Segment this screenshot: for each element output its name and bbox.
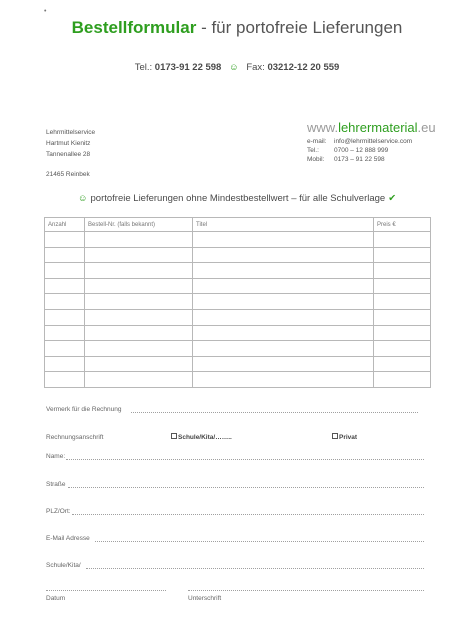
cell-order-number[interactable] [85, 294, 193, 310]
cell-price[interactable] [374, 263, 431, 279]
tel-label: Tel.: [134, 62, 153, 73]
check-icon: ✔ [388, 193, 397, 204]
cell-order-number[interactable] [85, 372, 193, 388]
unterschrift-label: Unterschrift [188, 595, 222, 602]
order-row [45, 263, 431, 279]
plz-label: PLZ/Ort: [46, 508, 71, 515]
tel-number: 0173-91 22 598 [154, 62, 222, 73]
order-row [45, 294, 431, 310]
contact-tel: 0700 – 12 888 999 [334, 147, 389, 154]
banner-text: portofreie Lieferungen ohne Mindestbestellwert – für alle Schulverlage [90, 193, 386, 204]
option-privat-label: Privat [339, 434, 358, 441]
column-header-quantity: Anzahl [45, 218, 85, 232]
cell-quantity[interactable] [45, 341, 85, 357]
smiley-icon: ☺ [77, 193, 88, 204]
schule-label: Schule/Kita/ [46, 562, 81, 569]
plz-field[interactable] [72, 514, 424, 515]
option-schule-label: Schule/Kita/…….. [178, 434, 232, 441]
sender-street: Tannenallee 28 [46, 151, 91, 158]
sender-name: Hartmut Kienitz [46, 140, 91, 147]
order-table-header [45, 218, 431, 232]
order-row [45, 278, 431, 294]
cell-order-number[interactable] [85, 263, 193, 279]
rechnungsanschrift-label: Rechnungsanschrift [46, 434, 104, 441]
cell-price[interactable] [374, 247, 431, 263]
order-row [45, 309, 431, 325]
contact-row-tel [307, 146, 412, 155]
cell-order-number[interactable] [85, 278, 193, 294]
shipping-banner [0, 193, 474, 204]
cell-price[interactable] [374, 372, 431, 388]
cell-order-number[interactable] [85, 309, 193, 325]
page-dot: • [44, 8, 47, 15]
cell-title[interactable] [193, 232, 374, 248]
cell-title[interactable] [193, 341, 374, 357]
cell-quantity[interactable] [45, 372, 85, 388]
vermerk-label: Vermerk für die Rechnung [46, 406, 122, 413]
cell-price[interactable] [374, 356, 431, 372]
cell-quantity[interactable] [45, 325, 85, 341]
fax-label: Fax: [246, 62, 265, 73]
datum-field[interactable] [46, 590, 166, 591]
cell-price[interactable] [374, 278, 431, 294]
contact-label: e-mail: [307, 138, 327, 145]
vermerk-field[interactable] [131, 412, 418, 413]
contact-mobile: 0173 – 91 22 598 [334, 156, 385, 163]
cell-quantity[interactable] [45, 247, 85, 263]
sender-address [46, 127, 95, 180]
strasse-label: Straße [46, 481, 66, 488]
schule-field[interactable] [86, 568, 424, 569]
website-domain: lehrermaterial [338, 120, 418, 135]
title-strong: Bestellformular [71, 18, 197, 37]
email-field[interactable] [95, 541, 424, 542]
cell-price[interactable] [374, 325, 431, 341]
cell-quantity[interactable] [45, 356, 85, 372]
cell-quantity[interactable] [45, 278, 85, 294]
column-header-title: Titel [193, 218, 374, 232]
order-row [45, 232, 431, 248]
datum-label: Datum [46, 595, 66, 602]
cell-price[interactable] [374, 294, 431, 310]
cell-quantity[interactable] [45, 232, 85, 248]
contact-label: Mobil: [307, 156, 325, 163]
order-row [45, 325, 431, 341]
website-www: www. [307, 120, 339, 135]
cell-order-number[interactable] [85, 232, 193, 248]
cell-order-number[interactable] [85, 356, 193, 372]
option-privat-checkbox[interactable] [332, 433, 357, 441]
contact-row-mobile [307, 155, 412, 164]
column-header-price: Preis € [374, 218, 431, 232]
checkbox-box[interactable] [171, 433, 177, 439]
cell-quantity[interactable] [45, 294, 85, 310]
order-row [45, 247, 431, 263]
contact-label: Tel.: [307, 147, 319, 154]
cell-title[interactable] [193, 278, 374, 294]
contact-details [307, 137, 412, 164]
cell-order-number[interactable] [85, 247, 193, 263]
fax-number: 03212-12 20 559 [267, 62, 340, 73]
email-label: E-Mail Adresse [46, 535, 90, 542]
cell-quantity[interactable] [45, 263, 85, 279]
title-rest: - für portofreie Lieferungen [196, 18, 403, 37]
website-tld: .eu [417, 120, 436, 135]
cell-price[interactable] [374, 309, 431, 325]
sender-city: 21465 Reinbek [46, 171, 90, 178]
name-label: Name: [46, 453, 66, 460]
strasse-field[interactable] [68, 487, 424, 488]
cell-title[interactable] [193, 309, 374, 325]
page-title [0, 18, 474, 38]
cell-price[interactable] [374, 341, 431, 357]
cell-price[interactable] [374, 232, 431, 248]
option-schule-checkbox[interactable] [171, 433, 232, 441]
order-row [45, 356, 431, 372]
cell-order-number[interactable] [85, 325, 193, 341]
cell-title[interactable] [193, 294, 374, 310]
contact-email[interactable]: info@lehrmittelservice.com [334, 138, 413, 145]
order-row [45, 372, 431, 388]
contact-row-email [307, 137, 412, 146]
cell-title[interactable] [193, 325, 374, 341]
cell-title[interactable] [193, 356, 374, 372]
cell-title[interactable] [193, 263, 374, 279]
unterschrift-field[interactable] [188, 590, 424, 591]
cell-title[interactable] [193, 247, 374, 263]
phone-fax-line [0, 62, 474, 73]
name-field[interactable] [66, 459, 424, 460]
checkbox-box[interactable] [332, 433, 338, 439]
order-row [45, 341, 431, 357]
column-header-order-number: Bestell-Nr. (falls bekannt) [85, 218, 193, 232]
smiley-icon: ☺ [228, 62, 239, 73]
cell-title[interactable] [193, 372, 374, 388]
order-table [44, 217, 431, 388]
cell-order-number[interactable] [85, 341, 193, 357]
cell-quantity[interactable] [45, 309, 85, 325]
sender-company: Lehrmittelservice [46, 129, 96, 136]
website-link[interactable] [307, 120, 436, 135]
